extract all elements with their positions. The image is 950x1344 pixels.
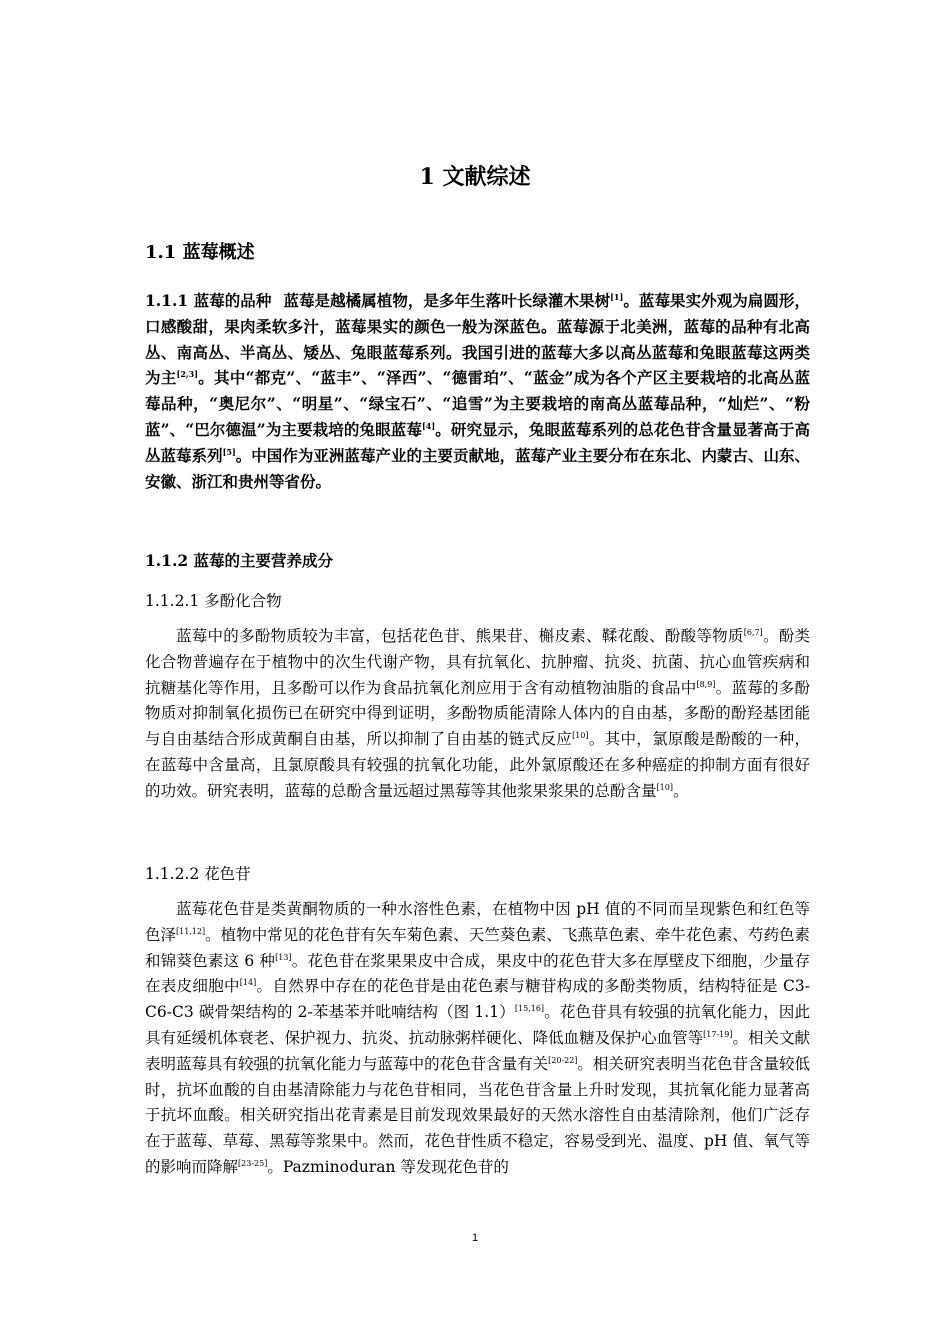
text-run: 蓝莓花色苷是类黄酮物质的一种水溶性色素，在植物中因 pH 值的不同而呈现紫色和红色等色泽 (145, 900, 810, 944)
text-run: 蓝莓是越橘属植物，是多年生落叶长绿灌木果树 (283, 291, 611, 310)
citation: [23-25] (238, 1158, 268, 1168)
citation: [13] (275, 952, 292, 962)
section-1-1-2-2-heading: 1.1.2.2 花色苷 (145, 865, 251, 883)
text-run: 。相关文献表明蓝莓具有较强的抗氧化能力与蓝莓中的花色苷含量有关 (145, 1028, 810, 1073)
text-run: 。自然界中存在的花色苷是由花色素与糖苷构成的多酚类物质，结构特征是 C3-C6-C3 碳骨架结构的 2-苯基苯并吡喃结构（图 1.1） (145, 977, 810, 1022)
text-run: 。相关研究表明当花色苷含量较低时，抗坏血酸的自由基清除能力与花色苷相同，当花色苷含量上升时发现，其抗氧化能力显著高于抗坏血酸。相关研究指出花青素是目前发现效果最好的天然水溶性自由基清除剂，他们广泛存在于蓝莓、草莓、黑莓等浆果中。然而，花色苷性质不稳定，容易受到光、温度、pH 值、氧气等的影响而降解 (145, 1054, 810, 1176)
text-run: 。Pazminoduran 等发现花色苷的 (267, 1157, 509, 1176)
text-run: 。研究显示，兔眼蓝莓系列的总花色苷含量显著高于高丛蓝莓系列 (145, 419, 810, 465)
text-run: 。花色苷具有较强的抗氧化能力，因此具有延缓机体衰老、保护视力、抗炎、抗动脉粥样硬化、降低血糖及保护心血管等 (145, 1003, 810, 1047)
text-run: 。蓝莓果实外观为扁圆形，口感酸甜，果肉柔软多汁，蓝莓果实的颜色一般为深蓝色。蓝莓源于北美洲，蓝莓的品种有北高丛、南高丛、半高丛、矮丛、兔眼蓝莓系列。我国引进的蓝莓大多以高丛蓝莓和兔眼蓝莓这两类为主 (145, 291, 810, 388)
citation: [8,9] (696, 679, 716, 689)
citation: [11,12] (176, 926, 206, 936)
section-1-1-2-heading: 1.1.2 蓝莓的主要营养成分 (145, 551, 334, 570)
page-number: 1 (471, 1232, 479, 1244)
citation: [17-19] (703, 1029, 733, 1039)
text-run: 。花色苷在浆果果皮中合成，果皮中的花色苷大多在厚壁皮下细胞，少量存在表皮细胞中 (145, 951, 810, 996)
anthocyanin-paragraph (145, 897, 810, 1181)
text-run: 。中国作为亚洲蓝莓产业的主要贡献地，蓝莓产业主要分布在东北、内蒙古、山东、安徽、浙江和贵州等省份。 (145, 445, 810, 491)
section-1-1-1-heading: 1.1.1 蓝莓的品种 (145, 291, 272, 310)
citation: [20-22] (548, 1055, 578, 1065)
citation: [15,16] (514, 1004, 545, 1014)
citation: [1] (610, 292, 624, 302)
text-run: 。植物中常见的花色苷有矢车菊色素、天竺葵色素、飞燕草色素、牵牛花色素、芍药色素和锦葵色素这 6 种 (145, 925, 810, 970)
section-title: 1.1 蓝莓概述 (145, 242, 255, 263)
text-run: 蓝莓中的多酚物质较为丰富，包括花色苷、熊果苷、槲皮素、鞣花酸、酚酸等物质 (176, 627, 744, 645)
section-1-1-1-paragraph (145, 288, 810, 494)
polyphenol-paragraph (145, 624, 810, 805)
text-run: 。其中“都克”、“蓝丰”、“泽西”、“德雷珀”、“蓝金”成为各个产区主要栽培的北高丛蓝莓品种，“奥尼尔”、“明星”、“绿宝石”、“追雪”为主要栽培的南高丛蓝莓品种，“灿烂”、“粉蓝”、“巴尔德温”为主要栽培的兔眼蓝莓 (145, 368, 810, 439)
citation: [6,7] (743, 628, 763, 637)
citation: [14] (239, 978, 257, 988)
text-run: 。蓝莓的多酚物质对抑制氧化损伤已在研究中得到证明，多酚物质能清除人体内的自由基，多酚的酚羟基团能与自由基结合形成黄酮自由基，所以抑制了自由基的链式反应 (145, 678, 810, 749)
citation: [5] (222, 446, 236, 457)
citation: [2,3] (176, 369, 199, 380)
section-1-1-2-1-heading: 1.1.2.1 多酚化合物 (145, 592, 282, 610)
citation: [10] (572, 731, 589, 741)
citation: [4] (422, 420, 436, 431)
chapter-title: 1 文献综述 (419, 164, 531, 190)
citation: [10] (656, 782, 673, 792)
text-run: 。酚类化合物普遍存在于植物中的次生代谢产物，具有抗氧化、抗肿瘤、抗炎、抗菌、抗心血管疾病和抗糖基化等作用，且多酚可以作为食品抗氧化剂应用于含有动植物油脂的食品中 (145, 627, 810, 697)
text-run: 。 (672, 781, 689, 800)
text-run: 。其中，氯原酸是酚酸的一种，在蓝莓中含量高，且氯原酸具有较强的抗氧化功能，此外氯原酸还在多种癌症的抑制方面有很好的功效。研究表明，蓝莓的总酚含量远超过黑莓等其他浆果浆果的总酚含量 (145, 730, 810, 800)
